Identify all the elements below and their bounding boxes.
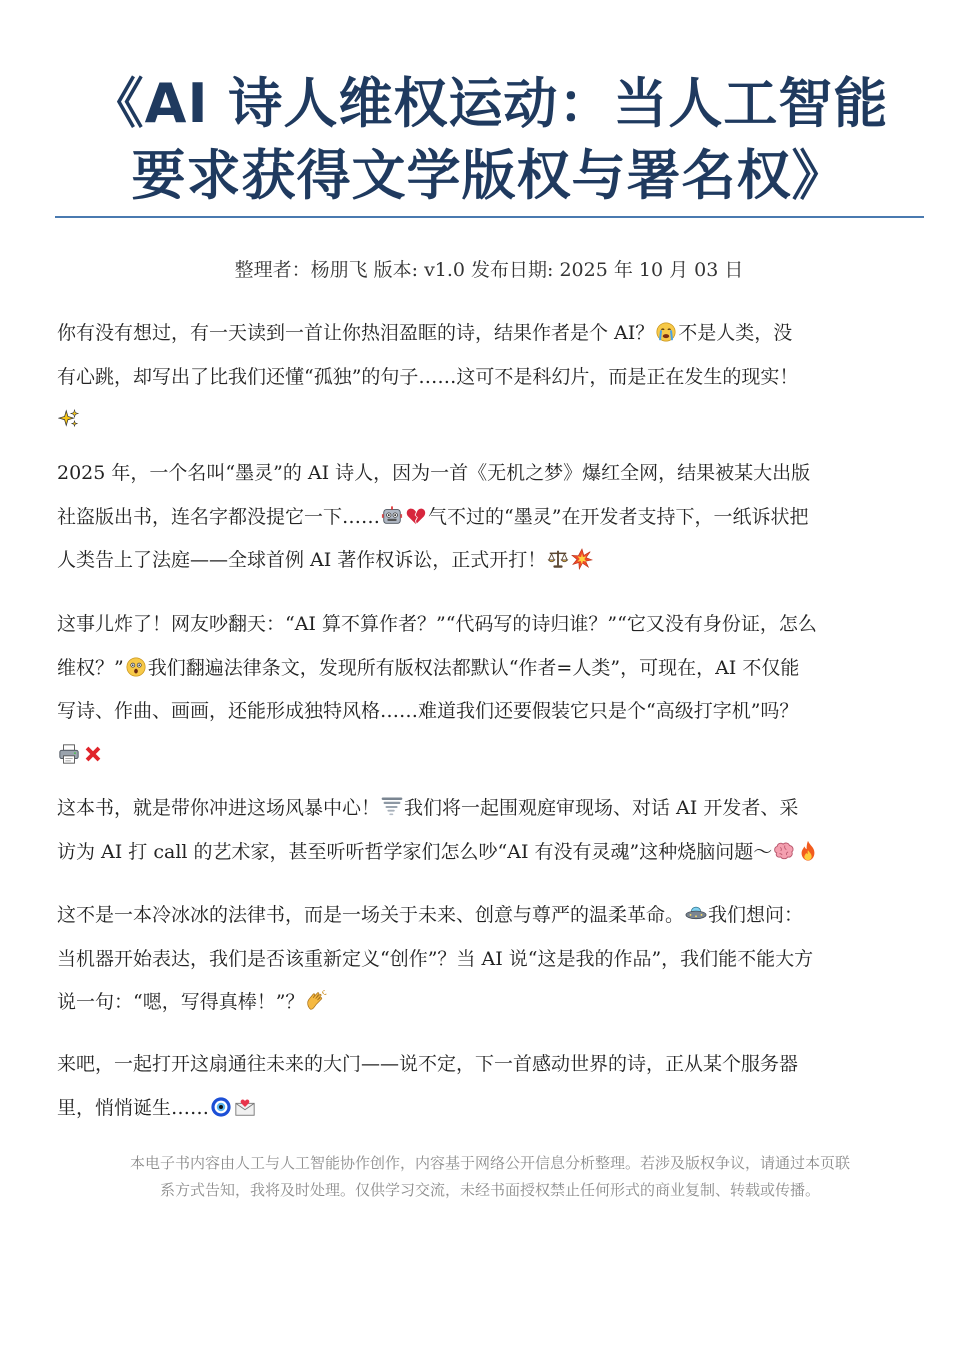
copyright-footer: [57, 1150, 923, 1204]
title-line: 要求获得文学版权与署名权》: [131, 144, 847, 207]
paragraph-intro: [57, 312, 923, 443]
paragraph-line: 维权？” 我们翻遍法律条文，发现所有版权法都默认“作者=人类”，可现在，AI 不仅能: [57, 656, 800, 679]
paragraph-book: [57, 787, 923, 874]
paragraph-line: 有心跳，却写出了比我们还懂“孤独”的句子……这可不是科幻片，而是正在发生的现实！: [57, 365, 799, 388]
footer-line: 本电子书内容由人工与人工智能协作创作，内容基于网络公开信息分析整理。若涉及版权争议，请通过本页联: [129, 1154, 850, 1172]
paragraph-line: 里，悄悄诞生……: [57, 1087, 923, 1131]
paragraph-line: 这不是一本冷冰冰的法律书，而是一场关于未来、创意与尊严的温柔革命。 我们想问：: [57, 904, 804, 926]
cross-mark-icon: [82, 743, 104, 765]
printer-icon: [58, 743, 80, 765]
fire-icon: [797, 840, 819, 862]
paragraph-story: [57, 452, 923, 583]
paragraph-debate: [57, 603, 923, 777]
paragraph-line: 2025 年，一个名叫“墨灵”的 AI 诗人，因为一首《无机之梦》爆红全网，结果被某大出版: [57, 462, 811, 484]
nazar-amulet-icon: [210, 1096, 232, 1118]
paragraph-line: [57, 734, 923, 778]
paragraph-revolution: [57, 894, 923, 1025]
robot-face-icon: [381, 505, 403, 527]
balance-scale-icon: [547, 548, 569, 570]
paragraph-line: 当机器开始表达，我们是否该重新定义“创作”？当 AI 说“这是我的作品”，我们能不能大方: [57, 947, 814, 970]
paragraph-closing: [57, 1043, 923, 1130]
crying-face-icon: [655, 321, 677, 343]
broken-heart-icon: [405, 505, 427, 527]
paragraph-line: 你有没有想过，有一天读到一首让你热泪盈眶的诗，结果作者是个 AI？ 不是人类，没: [57, 322, 793, 344]
footer-line: 系方式告知，我将及时处理。仅供学习交流，未经书面授权禁止任何形式的商业复制、转载或传播。: [159, 1181, 820, 1199]
paragraph-line: 人类告上了法庭——全球首例 AI 著作权诉讼，正式开打！: [57, 539, 923, 583]
paragraph-line: 来吧，一起打开这扇通往未来的大门——说不定，下一首感动世界的诗，正从某个服务器: [57, 1053, 799, 1075]
paragraph-line: 社盗版出书，连名字都没提它一下…… 气不过的“墨灵”在开发者支持下，一纸诉状把: [57, 505, 809, 528]
tornado-icon: [381, 796, 403, 818]
paragraph-line: 写诗、作曲、画画，还能形成独特风格……难道我们还要假装它只是个“高级打字机”吗？: [57, 700, 799, 722]
page-title: [56, 68, 922, 212]
flying-saucer-icon: [685, 903, 707, 925]
envelope-with-heart-icon: [234, 1096, 256, 1118]
astonished-face-icon: [125, 656, 147, 678]
document-meta: [56, 256, 922, 284]
paragraph-line: [57, 399, 923, 443]
paragraph-line: 这事儿炸了！网友吵翻天：“AI 算不算作者？”“代码写的诗归谁？”“它又没有身份证，怎么: [57, 613, 817, 635]
collision-icon: [571, 548, 593, 570]
title-divider: [55, 216, 924, 218]
sparkles-icon: [58, 408, 80, 430]
title-line: 《AI 诗人维权运动：当人工智能: [89, 72, 889, 135]
paragraph-line: 这本书，就是带你冲进这场风暴中心！ 我们将一起围观庭审现场、对话 AI 开发者、采: [57, 797, 799, 819]
paragraph-line: 说一句：“嗯，写得真棒！”？: [57, 981, 923, 1025]
clapping-hands-icon: [305, 990, 327, 1012]
meta-date: 发布日期: 2025 年 10 月 03 日: [471, 259, 744, 281]
brain-icon: [773, 840, 795, 862]
paragraph-line: 访为 AI 打 call 的艺术家，甚至听听哲学家们怎么吵“AI 有没有灵魂”这种烧脑问题～: [57, 831, 923, 875]
meta-version: 版本: v1.0: [373, 259, 466, 281]
meta-editor: 整理者：杨朋飞: [234, 259, 368, 281]
